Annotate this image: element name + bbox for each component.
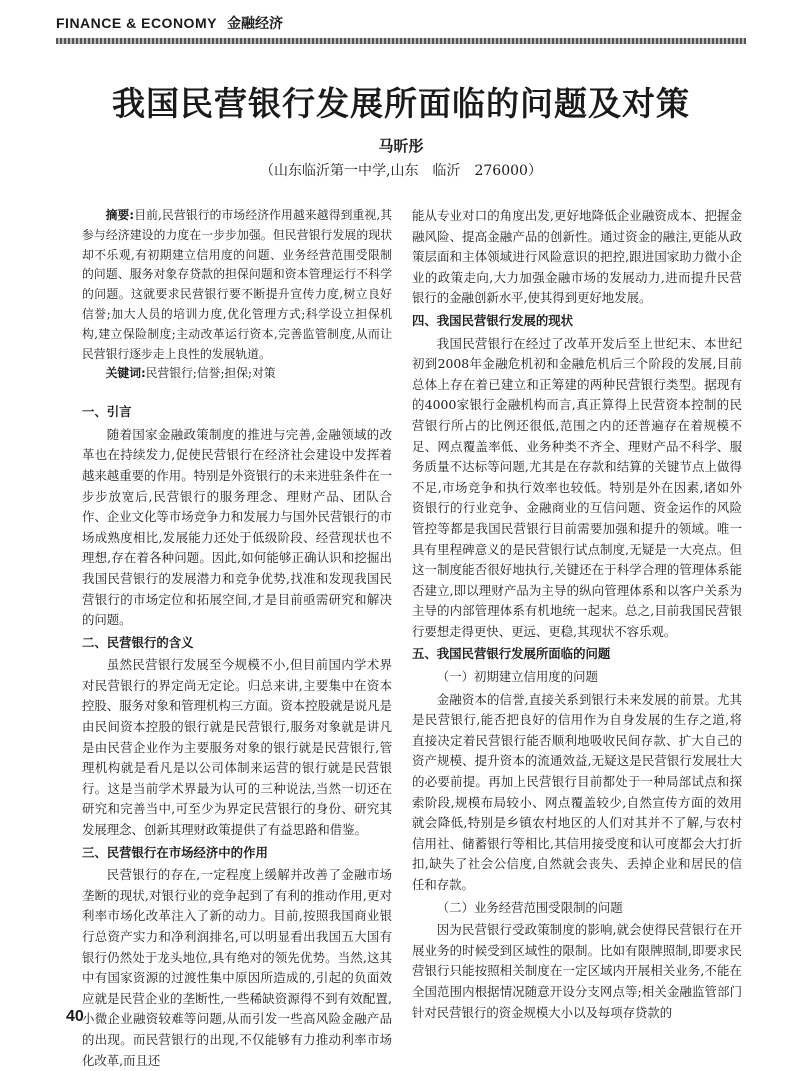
article-author: 马昕彤 (378, 137, 424, 155)
article-title: 我国民营银行发展所面临的问题及对策 (112, 84, 690, 123)
abstract (82, 206, 392, 364)
header-rule (56, 38, 746, 44)
paragraph: 随着国家金融政策制度的推进与完善,金融领域的改革也在持续发力,促使民营银行在经济社会建设中发挥着越来越重要的作用。特别是外资银行的未来进驻条件在一步步放宽后,民营银行的服务理念、理财产品、团队合作、企业文化等市场竞争力和发展力与国外民营银行的市场成熟度相比,发展能力还处于低级阶段、经营现状也不理想,存在着各种问题。因此,如何能够正确认识和挖掘出我国民营银行的发展潜力和竞争优势,找准和发现我国民营银行的市场定位和拓展空间,才是目前亟需研究和解决的问题。 (82, 426, 392, 628)
abstract-label: 摘要: (105, 208, 135, 222)
paragraph: 我国民营银行在经过了改革开发后至上世纪末、本世纪初到2008年金融危机初和金融危机后三个阶段的发展,目前总体上存在着已建立和正筹建的两种民营银行类型。据现有的4000家银行金融机构而言,真正算得上民营资本控制的民营银行所占的比例还很低,范围之内的还普遍存在着规模不足、网点覆盖率低、业务种类不齐全、理财产品不科学、服务质量不达标等问题,尤其是在存款和结算的关键节点上做得不足,市场竞争和执行效率也较低。特别是外在因素,诸如外资银行的行业竞争、金融商业的互信问题、资金运作的风险管控等都是我国民营银行目前需要加强和提升的领域。唯一具有里程碑意义的是民营银行试点制度,无疑是一大亮点。但这一制度能否很好地执行,关键还在于科学合理的管理体系能否建立,即以理财产品为主导的纵向管理体系和以客户关系为主导的内部管理体系有机地统一起来。总之,目前我国民营银行要想走得更快、更远、更稳,其现状不容乐观。 (412, 335, 742, 639)
subsection-heading: （一）初期建立信用度的问题 (436, 669, 598, 685)
section-heading: 一、引言 (82, 404, 132, 420)
page-number: 40 (66, 1008, 84, 1025)
section-heading: 三、民营银行在市场经济中的作用 (82, 844, 268, 860)
abstract-text: 目前,民营银行的市场经济作用越来越得到重视,其参与经济建设的力度在一步步加强。但民营银行发展的现状却不乐观,有初期建立信用度的问题、业务经营范围受限制的问题、服务对象存贷款的担保问题和资本管理运行不科学的问题。这就要求民营银行要不断提升宣传力度,树立良好信誉;加大人员的培训力度,优化管理方式;科学设立担保机构,建立保险制度;主动改革运行资本,完善监管制度,从而让民营银行逐步走上良性的发展轨道。 (82, 208, 392, 361)
section-heading: 五、我国民营银行发展所面临的问题 (412, 646, 611, 662)
section-heading: 二、民营银行的含义 (82, 634, 194, 650)
right-column (412, 206, 742, 1023)
left-column (82, 206, 392, 1071)
paragraph: 金融资本的信誉,直接关系到银行未来发展的前景。尤其是民营银行,能否把良好的信用作为自身发展的生存之道,将直接决定着民营银行能否顺利地吸收民间存款、扩大自己的资产规模、提升资本的流通效益,无疑这是民营银行发展壮大的必要前提。再加上民营银行目前都处于一种局部试点和探索阶段,规模布局较小、网点覆盖较少,自然宣传方面的效用就会降低,特别是乡镇农村地区的人们对其并不了解,与农村信用社、储蓄银行等相比,其信用接受度和认可度都会大打折扣,缺失了社会公信度,自然就会丧失、丢掉企业和居民的信任和存款。 (412, 691, 742, 892)
paragraph: 虽然民营银行发展至今规模不小,但目前国内学术界对民营银行的界定尚无定论。归总来讲,主要集中在资本控股、服务对象和管理机构三方面。资本控股就是说凡是由民间资本控股的银行就是民营银行,服务对象就是讲凡是由民营企业作为主要服务对象的银行就是民营银行,管理机构就是看凡是以公司体制来运营的银行就是民营银行。这是当前学术界最为认可的三种说法,当然一切还在研究和完善当中,可至少为界定民营银行的身份、研究其发展理念、创新其理财政策提供了有益思路和借鉴。 (82, 657, 392, 838)
journal-header (56, 8, 746, 38)
paragraph: 因为民营银行受政策制度的影响,就会使得民营银行在开展业务的时候受到区域性的限制。比如有限牌照制,即要求民营银行只能按照相关制度在一定区域内开展相关业务,不能在全国范围内根据情况随意开设分支网点等;相关金融监管部门针对民营银行的资金规模大小以及每项存贷款的 (412, 922, 742, 1020)
section-heading: 四、我国民营银行发展的现状 (412, 312, 574, 328)
keywords-label: 关键词: (105, 366, 146, 381)
paragraph-continued: 能从专业对口的角度出发,更好地降低企业融资成本、把握金融风险、提高金融产品的创新性。通过资金的融注,更能从政策层面和主体领域进行风险意识的把控,跟进国家助力微小企业的政策走向,大力加强金融市场的发展动力,进而提升民营银行的金融创新水平,使其得到更好地发展。 (412, 208, 742, 306)
subsection-heading: （二）业务经营范围受限制的问题 (436, 899, 623, 915)
journal-name-cn: 金融经济 (226, 16, 283, 32)
article-affiliation: （山东临沂第一中学,山东 临沂 276000） (260, 163, 542, 179)
journal-name-en: FINANCE & ECONOMY (56, 15, 217, 31)
keywords (82, 364, 392, 384)
paragraph: 民营银行的存在,一定程度上缓解并改善了金融市场垄断的现状,对银行业的竞争起到了有利的推动作用,更对利率市场化改革注入了新的动力。目前,按照我国商业银行总资产实力和净利润排名,可以明显看出我国五大国有银行仍然处于龙头地位,具有绝对的领先优势。当然,这其中有国家资源的过渡性集中原因所造成的,引起的负面效应就是民营企业的垄断性,一些稀缺资源得不到有效配置,小微企业融资较难等问题,从而引发一些高风险金融产品的出现。而民营银行的出现,不仅能够有力推动利率市场化改革,而且还 (82, 867, 392, 1068)
keywords-text: 民营银行;信誉;担保;对策 (145, 366, 276, 381)
